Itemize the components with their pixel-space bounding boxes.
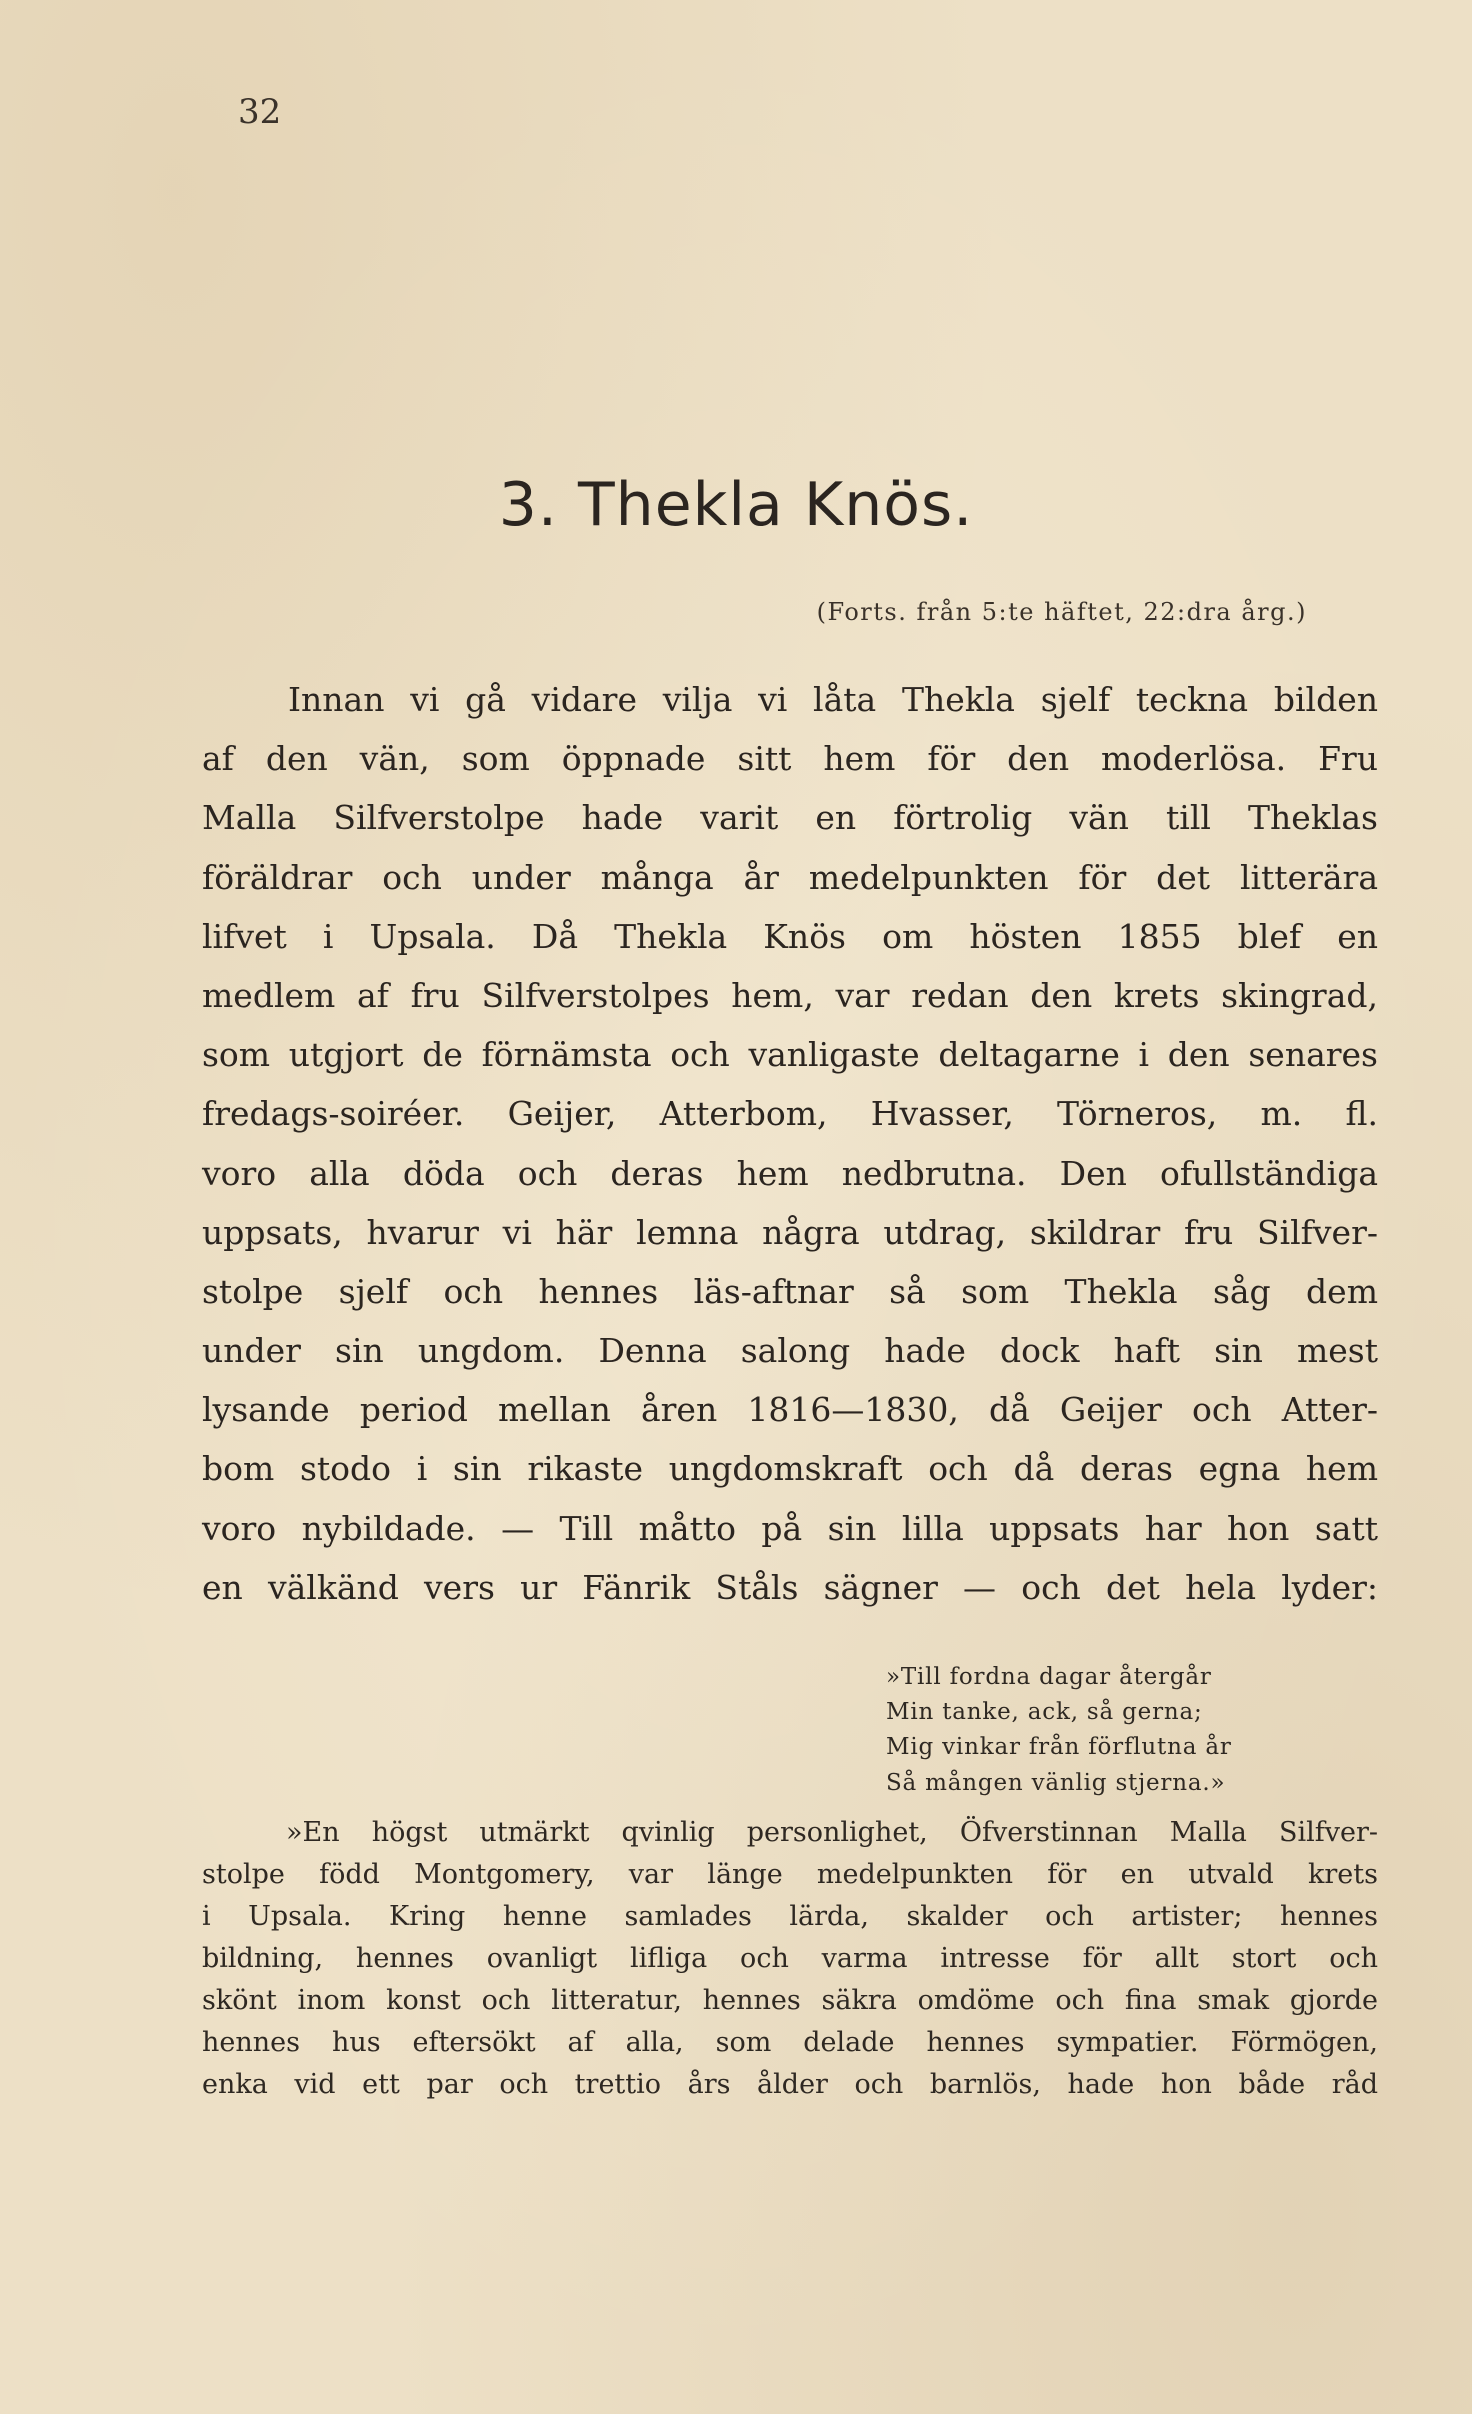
quoted-paragraph: [202, 1812, 1378, 2106]
body-line: medlem af fru Silfverstolpes hem, var redan den krets skingrad,: [202, 975, 1378, 1015]
quote-line: »En högst utmärkt qvinlig personlighet, Öfverstinnan Malla Silfver-: [286, 1817, 1378, 1848]
quote-line: bildning, hennes ovanligt lifliga och varma intresse för allt stort och: [202, 1943, 1378, 1974]
body-line: Innan vi gå vidare vilja vi låta Thekla sjelf teckna bilden: [288, 680, 1378, 719]
body-line: voro nybildade. — Till måtto på sin lilla uppsats har hon satt: [202, 1508, 1378, 1548]
body-line: som utgjort de förnämsta och vanligaste deltagarne i den senares: [202, 1035, 1378, 1075]
poem-line: Så mången vänlig stjerna.»: [886, 1769, 1226, 1796]
body-text: [202, 670, 1378, 1617]
poem-line: Mig vinkar från förflutna år: [886, 1734, 1232, 1761]
quote-line: stolpe född Montgomery, var länge medelpunkten för en utvald krets: [202, 1859, 1378, 1890]
quote-line: skönt inom konst och litteratur, hennes säkra omdöme och fina smak gjorde: [202, 1985, 1378, 2016]
body-line: fredags-soiréer. Geijer, Atterbom, Hvasser, Törneros, m. fl.: [202, 1094, 1378, 1134]
poem-line: Min tanke, ack, så gerna;: [886, 1699, 1203, 1726]
body-line: lysande period mellan åren 1816—1830, då Geijer och Atter-: [202, 1390, 1378, 1430]
chapter-title: 3. Thekla Knös.: [498, 470, 974, 540]
page-number: 32: [238, 92, 282, 132]
quote-line: hennes hus eftersökt af alla, som delade hennes sympatier. Förmögen,: [202, 2027, 1378, 2058]
body-line: uppsats, hvarur vi här lemna några utdrag, skildrar fru Silfver-: [202, 1212, 1378, 1252]
quote-line: i Upsala. Kring henne samlades lärda, skalder och artister; hennes: [202, 1901, 1378, 1932]
body-line: en välkänd vers ur Fänrik Ståls sägner — och det hela lyder:: [202, 1567, 1378, 1607]
poem-line: »Till fordna dagar återgår: [886, 1664, 1212, 1690]
body-line: Malla Silfverstolpe hade varit en förtrolig vän till Theklas: [202, 798, 1378, 838]
body-line: under sin ungdom. Denna salong hade dock haft sin mest: [202, 1331, 1378, 1371]
body-line: voro alla döda och deras hem nedbrutna. Den ofullständiga: [202, 1153, 1378, 1193]
body-line: stolpe sjelf och hennes läs-aftnar så som Thekla såg dem: [202, 1271, 1378, 1311]
body-line: lifvet i Upsala. Då Thekla Knös om hösten 1855 blef en: [202, 916, 1378, 956]
quote-line: enka vid ett par och trettio års ålder och barnlös, hade hon både råd: [202, 2069, 1378, 2100]
poem-verse: [886, 1660, 1232, 1801]
body-line: af den vän, som öppnade sitt hem för den moderlösa. Fru: [202, 739, 1378, 779]
body-line: bom stodo i sin rikaste ungdomskraft och då deras egna hem: [202, 1449, 1378, 1489]
continuation-note: (Forts. från 5:te häftet, 22:dra årg.): [816, 598, 1307, 626]
body-line: föräldrar och under många år medelpunkten för det litterära: [202, 857, 1378, 897]
